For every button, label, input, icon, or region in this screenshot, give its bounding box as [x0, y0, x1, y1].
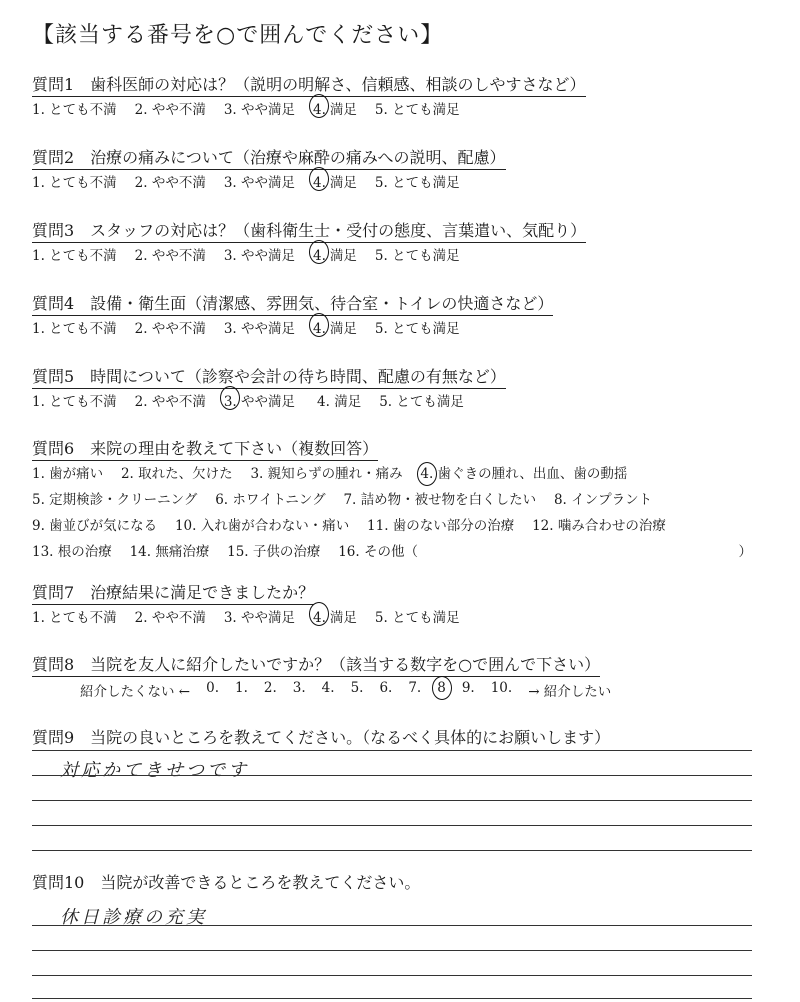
question-9-title: 質問9 当院の良いところを教えてください。（なるべく具体的にお願いします） [32, 728, 611, 747]
q8-value-2[interactable]: 2. [263, 680, 277, 696]
q8-value-0[interactable]: 0. [206, 680, 219, 696]
q6-option-9[interactable]: 9. 歯並びが気になる [32, 518, 158, 534]
q8-value-1[interactable]: 1. [235, 680, 248, 696]
q6-option-6[interactable]: 6. ホワイトニング [215, 492, 326, 508]
q3-option-2[interactable]: 2. やや不満 [134, 248, 206, 264]
q6-option-13[interactable]: 13. 根の治療 [32, 544, 112, 560]
q2-option-4-circled[interactable]: 4. 満足 [313, 175, 357, 191]
q5-option-5[interactable]: 5. とても満足 [379, 394, 464, 410]
q1-option-2[interactable]: 2. やや不満 [134, 102, 206, 118]
q6-option-8[interactable]: 8. インプラント [553, 492, 653, 508]
q7-option-2[interactable]: 2. やや不満 [134, 610, 206, 626]
q6-option-16[interactable]: 16. その他（ [338, 544, 418, 560]
q6-option-10[interactable]: 10. 入れ歯が合わない・痛い [174, 518, 350, 534]
question-2-options [32, 171, 478, 191]
q4-option-5[interactable]: 5. とても満足 [374, 321, 460, 337]
q6-option-3[interactable]: 3. 親知らずの腫れ・痛み [250, 466, 403, 482]
q9-answer-line-4 [32, 825, 752, 826]
q4-option-3[interactable]: 3. やや満足 [223, 321, 296, 337]
question-5-title: 質問5 時間について（診察や会計の待ち時間、配慮の有無など） [32, 364, 506, 389]
q6-option-5[interactable]: 5. 定期検診・クリーニング [32, 492, 198, 508]
question-2-title: 質問2 治療の痛みについて（治療や麻酔の痛みへの説明、配慮） [32, 145, 506, 170]
q2-option-2[interactable]: 2. やや不満 [134, 175, 206, 191]
q9-answer-line-1 [32, 750, 752, 751]
question-4-title: 質問4 設備・衛生面（清潔感、雰囲気、待合室・トイレの快適さなど） [32, 291, 553, 316]
q10-answer-line-4 [32, 998, 752, 999]
q8-value-6[interactable]: 6. [379, 680, 393, 696]
q9-answer-line-5 [32, 850, 752, 851]
q10-answer-line-1 [32, 925, 752, 926]
question-3-title: 質問3 スタッフの対応は？（歯科衛生士・受付の態度、言葉遣い、気配り） [32, 218, 586, 243]
q4-option-2[interactable]: 2. やや不満 [134, 321, 206, 337]
q3-option-1[interactable]: 1. とても不満 [32, 248, 117, 264]
q5-option-3-circled[interactable]: 3. やや満足 [223, 394, 296, 410]
q7-option-1[interactable]: 1. とても不満 [32, 610, 117, 626]
question-4-options [32, 317, 478, 337]
q6-option-12[interactable]: 12. 噛み合わせの治療 [532, 518, 666, 534]
q1-option-3[interactable]: 3. やや満足 [223, 102, 296, 118]
q5-option-4[interactable]: 4. 満足 [317, 394, 362, 410]
question-1-title: 質問1 歯科医師の対応は？（説明の明解さ、信頼感、相談のしやすさなど） [32, 72, 586, 97]
q9-answer-line-3 [32, 800, 752, 801]
q6-option-14[interactable]: 14. 無痛治療 [129, 544, 210, 560]
q8-value-4[interactable]: 4. [321, 680, 335, 696]
q6-other-close-paren: ） [738, 544, 752, 560]
q6-option-4-circled[interactable]: 4. [420, 466, 434, 482]
q2-option-1[interactable]: 1. とても不満 [32, 175, 117, 191]
q8-value-5[interactable]: 5. [350, 680, 364, 696]
question-8-title: 質問8 当院を友人に紹介したいですか？（該当する数字を○で囲んで下さい） [32, 652, 600, 677]
q4-option-4-circled[interactable]: 4. 満足 [313, 321, 357, 337]
q6-option-7[interactable]: 7. 詰め物・被せ物を白くしたい [343, 492, 537, 508]
q3-option-3[interactable]: 3. やや満足 [223, 248, 296, 264]
q1-option-5[interactable]: 5. とても満足 [374, 102, 460, 118]
q8-right-label: → 紹介したい [528, 684, 612, 700]
q9-handwritten-answer[interactable]: 対応かてきせつです [60, 760, 249, 781]
question-1-options [32, 98, 478, 118]
q4-option-1[interactable]: 1. とても不満 [32, 321, 117, 337]
question-10-title: 質問10 当院が改善できるところを教えてください。 [32, 873, 421, 892]
q6-option-15[interactable]: 15. 子供の治療 [227, 544, 321, 560]
q6-row-2 [32, 488, 652, 508]
q7-option-5[interactable]: 5. とても満足 [374, 610, 460, 626]
q5-option-2[interactable]: 2. やや不満 [134, 394, 206, 410]
q6-row-3 [32, 514, 666, 534]
q9-answer-line-2 [32, 775, 752, 776]
q1-option-4-circled[interactable]: 4. 満足 [313, 102, 357, 118]
q7-option-4-circled[interactable]: 4. 満足 [313, 610, 357, 626]
q2-option-5[interactable]: 5. とても満足 [374, 175, 460, 191]
page-header: 【該当する番号を○で囲んでください】 [32, 23, 444, 48]
q10-answer-line-2 [32, 950, 752, 951]
q6-row-1 [32, 462, 627, 482]
q6-option-1[interactable]: 1. 歯が痛い [32, 466, 104, 482]
question-3-options [32, 244, 478, 264]
q3-option-5[interactable]: 5. とても満足 [374, 248, 460, 264]
q6-option-11[interactable]: 11. 歯のない部分の治療 [367, 518, 515, 534]
q10-answer-line-3 [32, 975, 752, 976]
q8-scale [80, 680, 627, 700]
q2-option-3[interactable]: 3. やや満足 [223, 175, 296, 191]
q8-value-7[interactable]: 7. [408, 680, 422, 696]
q8-value-9[interactable]: 9. [461, 680, 475, 696]
q6-option-4-label: 歯ぐきの腫れ、出血、歯の動揺 [437, 466, 628, 482]
q6-row-4 [32, 540, 752, 560]
question-5-options [32, 390, 482, 410]
q3-option-4-circled[interactable]: 4. 満足 [313, 248, 357, 264]
q8-left-label: 紹介したくない ← [80, 684, 191, 700]
q5-option-1[interactable]: 1. とても不満 [32, 394, 117, 410]
question-7-options [32, 606, 478, 626]
q8-value-3[interactable]: 3. [292, 680, 306, 696]
q1-option-1[interactable]: 1. とても不満 [32, 102, 117, 118]
q6-option-2[interactable]: 2. 取れた、欠けた [120, 466, 233, 482]
q8-value-8-circled[interactable]: 8 [437, 680, 446, 700]
q10-handwritten-answer[interactable]: 休日診療の充実 [60, 907, 207, 928]
q8-value-10[interactable]: 10. [490, 680, 513, 696]
question-6-title: 質問6 来院の理由を教えて下さい（複数回答） [32, 436, 378, 461]
question-7-title: 質問7 治療結果に満足できましたか？ [32, 580, 314, 605]
q7-option-3[interactable]: 3. やや満足 [223, 610, 296, 626]
